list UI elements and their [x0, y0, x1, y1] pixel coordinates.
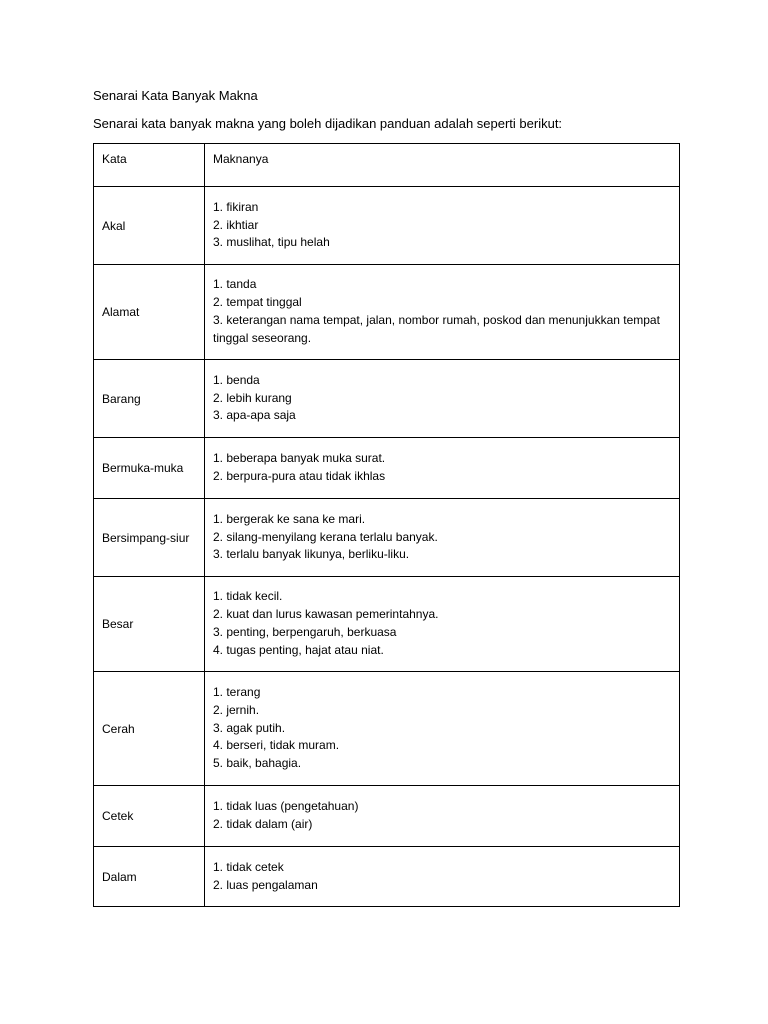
- word-cell: Barang: [94, 360, 205, 438]
- meaning-item: 3. muslihat, tipu helah: [213, 235, 330, 250]
- word-cell: Bersimpang-siur: [94, 499, 205, 577]
- table-row: [94, 847, 680, 907]
- meaning-item: 3. terlalu banyak likunya, berliku-liku.: [213, 547, 410, 562]
- word-cell: Bermuka-muka: [94, 438, 205, 499]
- meaning-cell: [205, 360, 680, 438]
- word-cell: Alamat: [94, 265, 205, 360]
- meaning-cell: [205, 499, 680, 577]
- meaning-item: 4. tugas penting, hajat atau niat.: [213, 642, 384, 657]
- table-row: [94, 438, 680, 499]
- meaning-item: 2. tempat tinggal: [213, 295, 302, 310]
- meaning-item: 4. berseri, tidak muram.: [213, 738, 340, 753]
- meaning-item: 3. keterangan nama tempat, jalan, nombor rumah, poskod dan menunjukkan tempat tinggal seseorang.: [213, 313, 660, 345]
- meaning-item: 5. baik, bahagia.: [213, 756, 302, 771]
- meaning-item: 3. penting, berpengaruh, berkuasa: [213, 625, 397, 639]
- meaning-item: 2. ikhtiar: [213, 217, 259, 232]
- table-row: [94, 672, 680, 786]
- meaning-item: 2. jernih.: [213, 702, 260, 717]
- meaning-cell: [205, 847, 680, 907]
- table-row: [94, 187, 680, 265]
- table-row: [94, 786, 680, 847]
- meaning-cell: [205, 577, 680, 672]
- meaning-cell: [205, 187, 680, 265]
- meaning-item: 1. bergerak ke sana ke mari.: [213, 511, 366, 526]
- meaning-cell: [205, 672, 680, 786]
- meaning-item: 1. tidak cetek: [213, 859, 284, 874]
- table-row: [94, 499, 680, 577]
- document-title: Senarai Kata Banyak Makna: [93, 88, 258, 103]
- meaning-item: 2. lebih kurang: [213, 390, 292, 405]
- meaning-item: 2. luas pengalaman: [213, 877, 318, 892]
- meaning-cell: [205, 438, 680, 499]
- meaning-item: 1. tanda: [213, 277, 257, 292]
- table-header-row: [94, 144, 680, 187]
- meaning-item: 1. tidak kecil.: [213, 589, 283, 604]
- meaning-item: 3. agak putih.: [213, 720, 286, 735]
- word-cell: Besar: [94, 577, 205, 672]
- meaning-cell: [205, 265, 680, 360]
- table-row: [94, 577, 680, 672]
- word-cell: Cetek: [94, 786, 205, 847]
- word-cell: Cerah: [94, 672, 205, 786]
- meaning-item: 1. terang: [213, 685, 261, 699]
- table-row: [94, 360, 680, 438]
- header-maknanya: Maknanya: [205, 144, 680, 187]
- meaning-item: 1. benda: [213, 372, 260, 387]
- word-cell: Dalam: [94, 847, 205, 907]
- meaning-item: 2. kuat dan lurus kawasan pemerintahnya.: [213, 607, 439, 622]
- meaning-item: 2. berpura-pura atau tidak ikhlas: [213, 469, 386, 483]
- word-cell: Akal: [94, 187, 205, 265]
- table-row: [94, 265, 680, 360]
- header-kata: Kata: [94, 144, 205, 187]
- intro-text: Senarai kata banyak makna yang boleh dijadikan panduan adalah seperti berikut:: [93, 116, 563, 131]
- meaning-item: 1. fikiran: [213, 199, 259, 214]
- meaning-cell: [205, 786, 680, 847]
- word-table: [93, 143, 680, 907]
- meaning-item: 3. apa-apa saja: [213, 408, 296, 423]
- meaning-item: 1. beberapa banyak muka surat.: [213, 451, 386, 466]
- meaning-item: 2. silang-menyilang kerana terlalu banyak.: [213, 529, 438, 544]
- meaning-item: 1. tidak luas (pengetahuan): [213, 799, 359, 814]
- meaning-item: 2. tidak dalam (air): [213, 817, 313, 831]
